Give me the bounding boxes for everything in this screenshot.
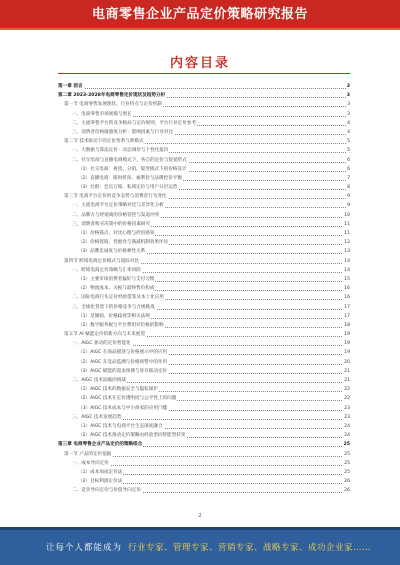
toc-entry-page: 23	[343, 413, 350, 422]
toc-title-rule	[58, 73, 350, 74]
toc-entry-label: 三、消费者价格敏感度分析：影响因素与行业对比	[72, 128, 174, 137]
toc-entry-page: 26	[343, 486, 350, 495]
toc-entry-page: 3	[346, 91, 350, 100]
toc-entry-label: 第三节 电商平台定价的竞争态势与消费者行为变化	[64, 192, 168, 201]
toc-entry-label: （2）直播电商：限时折扣、福利价与品牌控价平衡	[78, 174, 183, 183]
header-stripe	[0, 28, 400, 30]
toc-entry-page: 6	[346, 156, 350, 165]
toc-entry[interactable]	[58, 110, 350, 119]
toc-entry[interactable]	[58, 238, 350, 247]
toc-entry[interactable]	[58, 257, 350, 266]
toc-entry-label: 二、社交电商与直播电商模式下，各自的定价与促销形式	[72, 156, 188, 165]
toc-entry[interactable]	[58, 413, 350, 422]
footer-top-bar	[0, 527, 400, 530]
toc-entry-page: 22	[343, 394, 350, 403]
toc-entry[interactable]	[58, 174, 350, 183]
toc-entry-label: 二、国际电商巨头定价经验借鉴及本土化应用	[72, 293, 165, 302]
toc-entry-page: 23	[343, 404, 350, 413]
toc-entry-page: 20	[343, 358, 350, 367]
toc-entry-label: （2）AIGC 技术在定价透明度与公平性上的问题	[78, 394, 177, 403]
toc-title: 内容目录	[169, 56, 230, 71]
toc-entry-page: 25	[343, 459, 350, 468]
toc-entry-page: 19	[343, 339, 350, 348]
toc-entry-label: 第五节 AI 赋能定价的新方向与未来展望	[64, 330, 146, 339]
toc-entry-page: 3	[346, 82, 350, 91]
toc-entry-page: 16	[343, 284, 350, 293]
toc-entry[interactable]	[58, 91, 350, 100]
toc-entry-page: 11	[343, 229, 350, 238]
toc-entry-page: 15	[343, 275, 350, 284]
toc-entry-page: 21	[343, 367, 350, 376]
toc-entry-page: 17	[343, 303, 350, 312]
toc-entry-label: （3）AIGC 技术成本与中小商家的应用门槛	[78, 404, 168, 413]
toc-entry[interactable]	[58, 165, 350, 174]
toc-entry-page: 25	[343, 440, 350, 449]
toc-entry-label: 第三章 电商零售企业产品定价的策略组合	[58, 440, 143, 449]
toc-entry[interactable]	[58, 440, 350, 449]
toc-entry-label: （2）目标利润定价法	[78, 477, 123, 486]
toc-entry[interactable]	[58, 367, 350, 376]
toc-entry-label: 第二章 2023-2028年电商零售定价现状及趋势分析	[58, 91, 166, 100]
toc-entry[interactable]	[58, 100, 350, 109]
toc-entry-label: （3）品牌忠诚度与价格弹性关系	[78, 247, 146, 256]
toc-entry-page: 14	[343, 266, 350, 275]
toc-entry-page: 13	[343, 247, 350, 256]
toc-entry-page: 6	[346, 165, 350, 174]
toc-entry-page: 10	[343, 211, 350, 220]
toc-entry-label: 第一章 前言	[58, 82, 84, 91]
toc-entry-page: 17	[343, 312, 350, 321]
toc-entry-label: 一、成本导向定价	[72, 459, 110, 468]
toc-entry[interactable]	[58, 486, 350, 495]
toc-entry-page: 5	[346, 146, 350, 155]
toc-entry-label: （1）主要市场消费者偏好与支付习惯	[78, 275, 155, 284]
toc-entry[interactable]	[58, 312, 350, 321]
toc-entry-label: 三、全球化背景下的价格竞争与合规挑战	[72, 303, 156, 312]
toc-entry[interactable]	[58, 156, 350, 165]
toc-entry-label: 一、主流电商平台定价策略对比与差异化分析	[72, 201, 165, 210]
toc-entry-label: （2）数字服务税与平台费用对价格的影响	[78, 321, 165, 330]
toc-entry-page: 4	[346, 128, 350, 137]
toc-entry[interactable]	[58, 220, 350, 229]
toc-entry-label: （1）成本加成定价法	[78, 468, 123, 477]
toc-entry[interactable]	[58, 385, 350, 394]
toc-entry[interactable]	[58, 275, 350, 284]
toc-entry[interactable]	[58, 229, 350, 238]
toc-entry-page: 3	[346, 110, 350, 119]
toc-entry-page: 24	[343, 422, 350, 431]
toc-entry-page: 25	[343, 468, 350, 477]
toc-entry-label: （1）价格锚点、对比心理与折扣感知	[78, 229, 155, 238]
toc-entry[interactable]	[58, 119, 350, 128]
toc-entry-page: 21	[343, 376, 350, 385]
toc-entry-label: 二、品牌方与经销商的价格管控与渠道冲突	[72, 211, 160, 220]
toc-entry-page: 24	[343, 431, 350, 440]
toc-entry[interactable]	[58, 422, 350, 431]
toc-entry-label: （1）AIGC 技术的数据安全与隐私保护	[78, 385, 159, 394]
toc-leader-dots	[72, 465, 350, 466]
toc-entry[interactable]	[58, 303, 350, 312]
toc-entry-label: 一、跨境电商定价策略与汇率风险	[72, 266, 142, 275]
toc-entry-label: （2）价格促销、优惠券与满减机制效果评估	[78, 238, 169, 247]
toc-entry[interactable]	[58, 201, 350, 210]
toc-entry-label: 三、AIGC 技术发展趋势	[72, 413, 122, 422]
toc-entry[interactable]	[58, 330, 350, 339]
toc-entry-label: （2）物流成本、关税与最终售价构成	[78, 284, 155, 293]
toc-entry-label: 二、AIGC 技术面临的挑战	[72, 376, 127, 385]
toc-entry-page: 18	[343, 321, 350, 330]
toc-entry-label: 一、AIGC 驱动的定价智能化	[72, 339, 132, 348]
footer-banner	[0, 527, 400, 565]
toc-entry-label: （1）社交电商：拼团、分销、裂变模式下的价格设计	[78, 165, 188, 174]
toc-entry-label: 第二节 技术驱动下的定价变革与新模式	[64, 137, 145, 146]
toc-entry-label: （1）AIGC 在商品描述与价格展示中的应用	[78, 348, 168, 357]
toc-entry-page: 11	[343, 220, 350, 229]
toc-entry-label: 一、电商零售市场规模与增长	[72, 110, 133, 119]
footer-slogan-left: 让每个人都能成为	[46, 543, 123, 553]
toc-entry[interactable]	[58, 293, 350, 302]
toc-entry-page: 9	[346, 192, 350, 201]
page-number: 2	[198, 513, 202, 519]
toc-entry-page: 5	[346, 137, 350, 146]
toc-entry-label: 三、消费者购买决策中的价格因素研究	[72, 220, 151, 229]
toc-entry[interactable]	[58, 211, 350, 220]
toc-entry[interactable]	[58, 183, 350, 192]
toc-entry[interactable]	[58, 450, 350, 459]
toc-entry[interactable]	[58, 394, 350, 403]
toc-entry-page: 19	[343, 348, 350, 357]
report-title: 电商零售企业产品定价策略研究报告	[91, 7, 308, 22]
toc-entry-label: （2）AIGC 在竞品监测与价格预警中的作用	[78, 358, 168, 367]
toc-entry-label: （1）反倾销、价格歧视等相关法规	[78, 312, 151, 321]
toc-entry-page: 8	[346, 183, 350, 192]
toc-entry-page: 7	[346, 174, 350, 183]
toc-entry-label: 第一节 电商零售发展现状、行业特点与定价机制	[64, 100, 163, 109]
toc-entry[interactable]	[58, 376, 350, 385]
toc-entry[interactable]	[58, 477, 350, 486]
toc-entry[interactable]	[58, 266, 350, 275]
toc-entry[interactable]	[58, 431, 350, 440]
toc-entry-page: 19	[343, 330, 350, 339]
toc-entry[interactable]	[58, 137, 350, 146]
toc-entry-label: 二、主流零售平台的竞争格局与定价规则，平台行业定价参考	[72, 119, 197, 128]
toc-entry-page: 4	[346, 119, 350, 128]
toc-entry-page: 12	[343, 238, 350, 247]
toc-entry-page: 25	[343, 450, 350, 459]
toc-entry-page: 3	[346, 100, 350, 109]
toc-entry[interactable]	[58, 348, 350, 357]
toc-entry[interactable]	[58, 358, 350, 367]
toc-entry[interactable]	[58, 404, 350, 413]
toc-entry-label: 第一节 产品的定价依据	[64, 450, 112, 459]
toc-entry-page: 22	[343, 385, 350, 394]
toc-entry-label: 第四节 跨境电商定价模式与国际对比	[64, 257, 140, 266]
toc-entry[interactable]	[58, 459, 350, 468]
toc-entry-label: 一、大数据与算法定价：动态调价与个性化报价	[72, 146, 169, 155]
toc-entry[interactable]	[58, 339, 350, 348]
toc-list	[58, 82, 350, 495]
toc-entry-page: 9	[346, 201, 350, 210]
toc-entry-label: （3）社群：会员订阅、私域定价与用户分层运营	[78, 183, 178, 192]
toc-entry-label: （1）AIGC 技术与电商平台生态深度融合	[78, 422, 164, 431]
footer-slogan-right: 行业专家、管理专家、营销专家、战略专家、成功企业家……	[128, 543, 372, 553]
toc-leader-dots	[58, 88, 350, 89]
toc-entry-label: （3）AIGC 赋能的需求预测与库存联动定价	[78, 367, 168, 376]
toc-entry[interactable]	[58, 146, 350, 155]
toc-entry[interactable]	[58, 192, 350, 201]
toc-entry-page: 26	[343, 477, 350, 486]
toc-entry[interactable]	[58, 321, 350, 330]
toc-entry-label: 二、竞争导向定价与价值导向定价	[72, 486, 142, 495]
toc-entry-page: 16	[343, 293, 350, 302]
report-header	[0, 0, 400, 30]
toc-entry[interactable]	[58, 468, 350, 477]
toc-entry[interactable]	[58, 82, 350, 91]
toc-entry-label: （2）AIGC 技术推动定价策略由经验型向智能型转变	[78, 431, 187, 440]
toc-entry-page: 14	[343, 257, 350, 266]
toc-entry[interactable]	[58, 247, 350, 256]
toc-entry[interactable]	[58, 284, 350, 293]
toc-entry[interactable]	[58, 128, 350, 137]
